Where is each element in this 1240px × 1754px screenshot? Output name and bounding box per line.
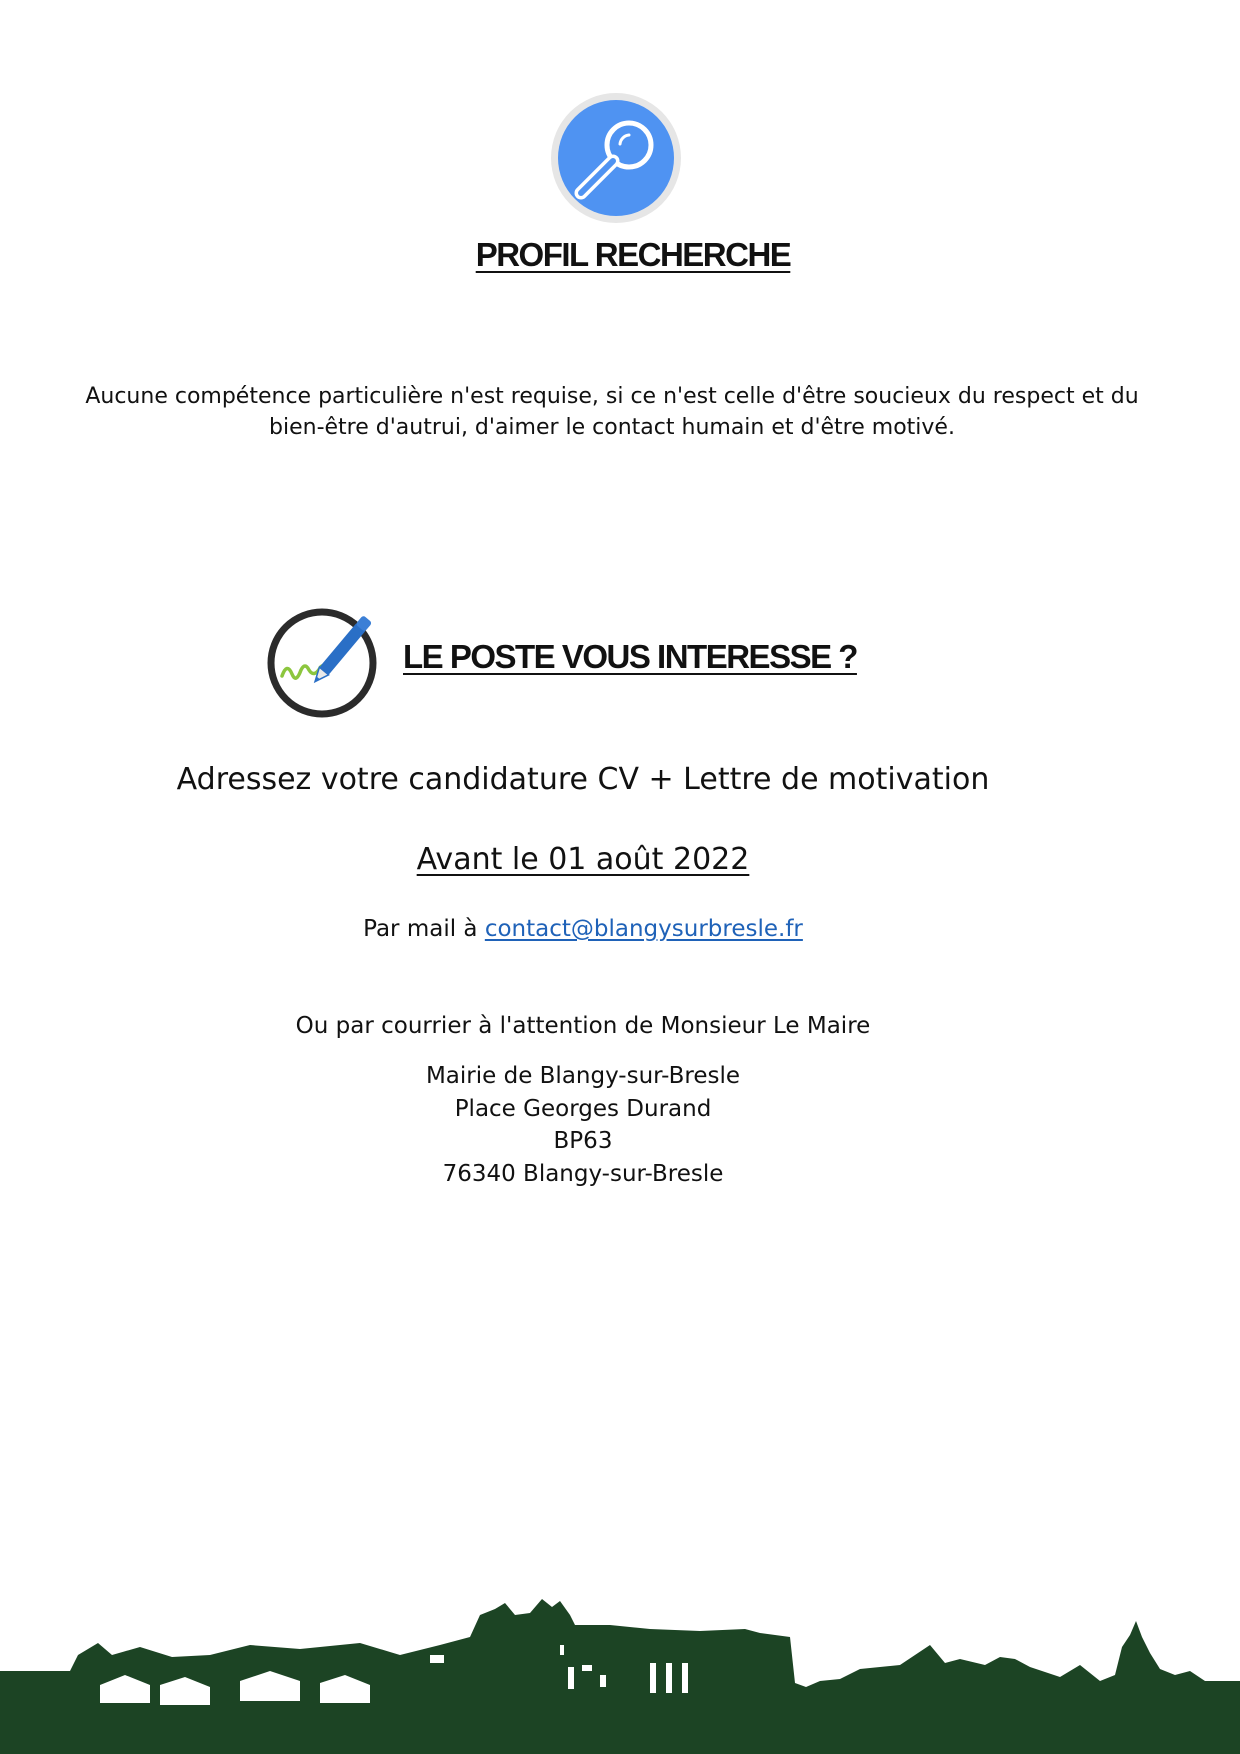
application-deadline: Avant le 01 août 2022: [416, 842, 750, 877]
courier-line: Ou par courrier à l'attention de Monsieur Le Maire: [295, 1013, 871, 1039]
mail-prefix: Par mail à: [363, 916, 485, 942]
address-line: 76340 Blangy-sur-Bresle: [442, 1160, 724, 1187]
address-line: BP63: [553, 1128, 613, 1154]
profile-title: PROFIL RECHERCHE: [475, 236, 791, 273]
application-instruction: Adressez votre candidature CV + Lettre de motivation: [176, 762, 990, 797]
profile-description: Aucune compétence particulière n'est requise, si ce n'est celle d'être soucieux du respect et du bien-être d'autrui, d'aimer le contact humain et d'être motivé.: [85, 384, 1139, 440]
address-line: Place Georges Durand: [454, 1095, 712, 1122]
mail-line: [300, 916, 866, 942]
signature-pen-icon: [260, 596, 392, 726]
email-link[interactable]: contact@blangysurbresle.fr: [484, 916, 803, 942]
application-title: LE POSTE VOUS INTERESSE ?: [403, 638, 857, 675]
postal-address: [340, 1060, 826, 1190]
address-line: Mairie de Blangy-sur-Bresle: [425, 1063, 741, 1089]
magnifier-icon: [550, 92, 682, 224]
town-skyline-illustration: [0, 1585, 1240, 1754]
